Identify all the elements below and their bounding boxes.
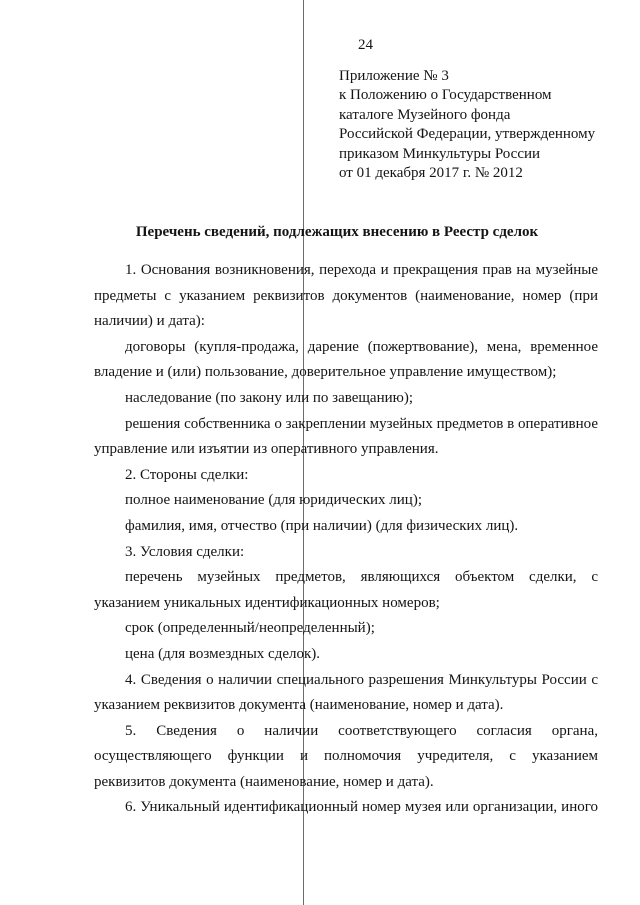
paragraph: 4. Сведения о наличии специального разрешения Минкультуры России с указанием реквизитов документа (наименование, номер и дата). [94,671,598,714]
paragraph: срок (определенный/неопределенный); [125,620,375,637]
appendix-line: от 01 декабря 2017 г. № 2012 [339,165,523,182]
paragraph: 2. Стороны сделки: [125,466,249,483]
appendix-line: каталоге Музейного фонда [339,106,511,123]
paragraph: договоры (купля-продажа, дарение (пожертвование), мена, временное владение и (или) пользование, доверительное управление имуществом); [94,338,598,381]
appendix-header [339,67,595,183]
page-number: 24 [358,37,373,53]
paragraph: фамилия, имя, отчество (при наличии) (для физических лиц). [125,517,519,534]
document-body [94,258,598,821]
appendix-line: Российской Федерации, утвержденному [339,126,596,143]
paragraph: полное наименование (для юридических лиц); [125,492,422,509]
paragraph: 5. Сведения о наличии соответствующего согласия органа, осуществляющего функции и полномочия учредителя, с указанием реквизитов документа (наименование, номер и дата). [94,722,598,790]
paragraph: перечень музейных предметов, являющихся объектом сделки, с указанием уникальных идентификационных номеров; [94,569,598,611]
paragraph: 3. Условия сделки: [125,543,245,560]
paragraph: наследование (по закону или по завещанию); [125,389,414,406]
paragraph: 6. Уникальный идентификационный номер музея или организации, иного [125,799,598,816]
paragraph: 1. Основания возникновения, перехода и прекращения прав на музейные предметы с указанием реквизитов документов (наименование, номер (при наличии) и дата): [94,262,598,330]
appendix-line: Приложение № 3 [339,68,449,84]
appendix-line: приказом Минкультуры России [339,145,541,162]
appendix-line: к Положению о Государственном [339,87,552,104]
paragraph: решения собственника о закреплении музейных предметов в оперативное управление или изъятии из оперативного управления. [94,415,598,458]
paragraph: цена (для возмездных сделок). [125,645,321,662]
document-title: Перечень сведений, подлежащих внесению в Реестр сделок [135,224,539,240]
